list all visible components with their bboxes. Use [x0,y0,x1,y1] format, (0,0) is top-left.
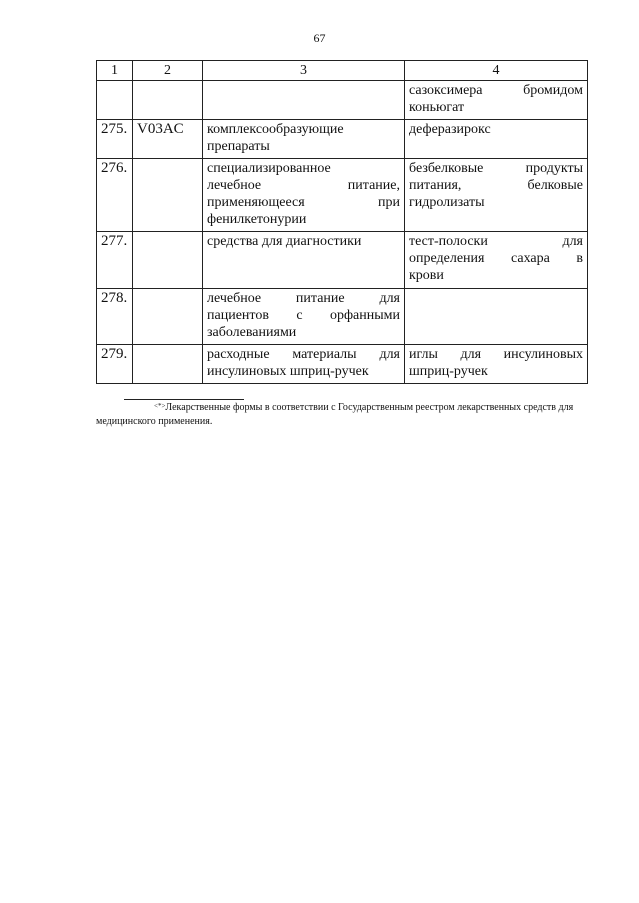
item-line: деферазирокс [409,122,491,137]
item-line: гидролизаты [409,195,485,210]
atc-code-cell [133,81,203,120]
page-number: 67 [313,31,326,45]
table-row [97,81,588,120]
group-line: расходные материалы для [207,347,400,362]
atc-code-cell: V03AC [133,120,203,159]
atc-code-cell [133,289,203,345]
group-cell [203,232,405,289]
table-row [97,232,588,289]
group-cell [203,120,405,159]
item-line: шприц-ручек [409,364,488,379]
item-line: крови [409,268,444,283]
table-row [97,345,588,384]
item-cell [405,232,588,289]
group-cell [203,345,405,384]
column-header: 1 [97,61,133,81]
item-line: питания, белковые [409,178,583,193]
item-line: коньюгат [409,100,465,115]
item-line: тест-полоски для [409,234,583,249]
footnote-divider [124,399,244,400]
group-line: средства для диагностики [207,234,362,249]
footnote [96,401,587,429]
item-cell [405,81,588,120]
atc-code-cell [133,345,203,384]
group-line: инсулиновых шприц-ручек [207,364,369,379]
footnote-text: Лекарственные формы в соответствии с Государственным реестром лекарственных средств для [165,402,574,413]
item-cell [405,120,588,159]
item-line: сазоксимера бромидом [409,83,583,98]
group-line: лечебное питание для [207,291,400,306]
table-row [97,159,588,232]
row-number-cell: 279. [97,345,133,384]
column-header: 4 [405,61,588,81]
item-line: безбелковые продукты [409,161,583,176]
group-cell [203,289,405,345]
row-number-cell [97,81,133,120]
group-line: применяющееся при [207,195,400,210]
row-number-cell: 275. [97,120,133,159]
column-header: 2 [133,61,203,81]
column-header: 3 [203,61,405,81]
footnote-text-continued: медицинского применения. [96,416,213,427]
group-line: препараты [207,139,270,154]
item-line: определения сахара в [409,251,583,266]
medication-table [96,60,588,384]
group-line: комплексообразующие [207,122,344,137]
row-number-cell: 277. [97,232,133,289]
atc-code-cell [133,159,203,232]
table-header-row [97,61,588,81]
item-cell [405,289,588,345]
table-row [97,120,588,159]
group-line: пациентов с орфанными [207,308,400,323]
table-row [97,289,588,345]
group-cell [203,81,405,120]
row-number-cell: 276. [97,159,133,232]
row-number-cell: 278. [97,289,133,345]
item-cell [405,159,588,232]
group-line: специализированное [207,161,331,176]
group-line: заболеваниями [207,325,297,340]
atc-code-cell [133,232,203,289]
group-cell [203,159,405,232]
group-line: лечебное питание, [207,178,400,193]
item-line: иглы для инсулиновых [409,347,583,362]
footnote-marker: <*> [154,402,166,410]
group-line: фенилкетонурии [207,212,307,227]
item-cell [405,345,588,384]
